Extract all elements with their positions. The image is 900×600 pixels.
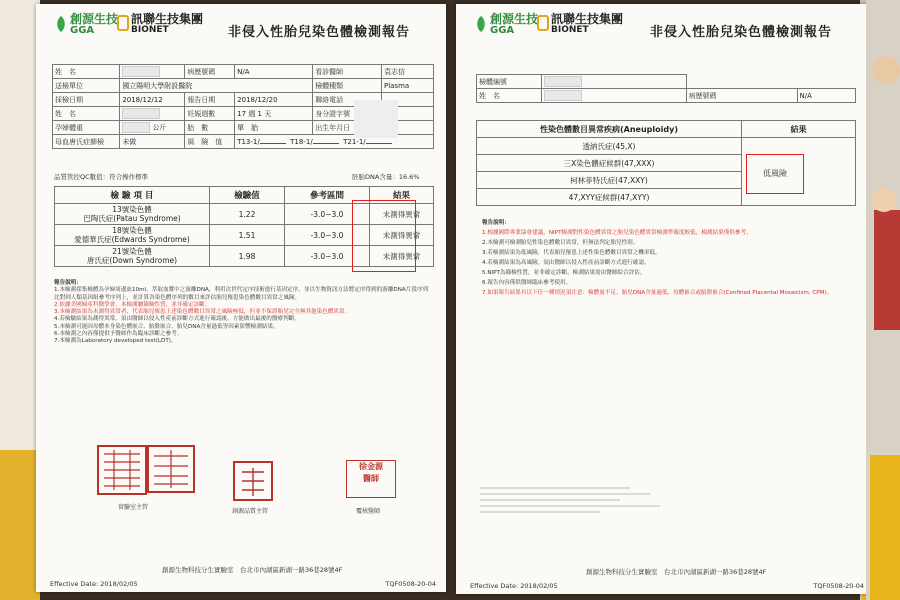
row-ref: -3.0~3.0 [285, 204, 370, 225]
maternal-screen-label: 母血唐氏症篩檢 [53, 135, 120, 149]
gestation-value: 17 週 1 天 [235, 107, 313, 121]
footer-effective-date: Effective Date: 2018/02/05 [50, 580, 138, 588]
sample-type-value: Plasma [381, 79, 433, 93]
chart-label: 病歷號碼 [686, 89, 797, 103]
notes-title: 報告說明： [482, 220, 510, 226]
row-ref: -3.0~3.0 [285, 246, 370, 267]
gga-logo: 創源生技 GGA [70, 12, 119, 36]
risk-t18: T18-1/ [290, 137, 313, 146]
bionet-logo: 訊聯生技集團 BIONET [551, 12, 624, 35]
note-item: 1.根據國際專業協會建議，NIPT檢測對性染色體異常之胎兒染色體異常檢測準確度較低，檢測結果僅供參考。 [482, 230, 752, 236]
birthdate-label: 出生年月日 [313, 121, 382, 135]
row-result: 未測得異常 [370, 225, 434, 246]
row-item: 21號染色體 唐氏症(Down Syndrome) [55, 246, 210, 267]
bionet-icon [117, 15, 129, 31]
header-ref: 參考區間 [285, 187, 370, 204]
note-item: 3.本檢測結果為未測得異常者，代表胎兒罹患上述染色體數目異常之風險極低，但並不保證胎兒完全無其他染色體異常。 [54, 309, 351, 316]
gga-leaf-icon [54, 14, 68, 34]
report-page-1 [36, 4, 446, 592]
maternal-screen-value: 未做 [120, 135, 185, 149]
note-item: 7.如果報告結果有以下任一種情況須注意：檢體量不足、胎兒DNA含量過低、母體嵌合或胎盤嵌合(Confined Placental Mosaicism, CPM)。 [482, 290, 833, 296]
note-item: 4.若檢驗結果為測得異常，須由醫師以侵入性產前診斷方式進行確認後，方能做出最後的醫療判斷。 [54, 316, 300, 323]
collect-date-label: 採檢日期 [53, 93, 120, 107]
chart-label: 病歷號碼 [185, 65, 235, 79]
note-item: 5.本檢測可能因母體本身染色體嵌合、胎盤嵌合、胎兒DNA含量過低等因素影響檢測結果。 [54, 323, 279, 330]
hospital-label: 送檢單位 [53, 79, 120, 93]
notes-title: 報告說明： [54, 280, 82, 286]
note-item: 7.本檢測為Laboratory developed test(LDT)。 [54, 338, 177, 345]
sample-info-table [476, 74, 856, 103]
page-header [36, 4, 446, 44]
aneuploidy-header: 性染色體數目異常疾病(Aneuploidy) [477, 121, 742, 138]
chart-value: N/A [797, 89, 855, 103]
references-block [480, 484, 680, 518]
report-notes [54, 280, 432, 346]
weight-unit: 公斤 [152, 123, 167, 132]
row-ref: -3.0~3.0 [285, 225, 370, 246]
name-label: 姓 名 [477, 89, 542, 103]
gga-logo: 創源生技 GGA [490, 12, 539, 36]
doctor-sig-label: 覆核醫師 [356, 508, 381, 515]
page-header [456, 4, 874, 44]
gestation-label: 妊娠週數 [185, 107, 235, 121]
row-value: 1.51 [210, 225, 285, 246]
note-item: 2.依據美國婦產科醫學會，本檢測屬篩檢性質，並非確定診斷。 [54, 301, 211, 308]
note-item: 4.若檢測結果為高風險，須由醫師以侵入性產前診斷方式進行確認。 [482, 260, 650, 266]
report-date-label: 報告日期 [185, 93, 235, 107]
collect-date-value: 2018/12/12 [120, 93, 185, 107]
row-item: 三X染色體症候群(47,XXX) [477, 155, 742, 172]
background-folder-left [0, 450, 40, 600]
contact-label: 聯絡電話 [313, 93, 382, 107]
report-notes [482, 218, 852, 298]
risk-label: 風 險 值 [185, 135, 235, 149]
director-sig-label: 實驗室主管 [118, 504, 149, 511]
header-item: 檢 驗 項 目 [55, 187, 210, 204]
report-title: 非侵入性胎兒染色體檢測報告 [650, 25, 833, 40]
name2-label: 姓 名 [53, 107, 120, 121]
hospital-value: 國立陽明大學附設醫院 [120, 79, 313, 93]
row-item: 柯林菲特氏症(47,XXY) [477, 172, 742, 189]
footer-lab-address: 創源生物科技分生實驗室 台北市內湖區新湖一路36巷28號4F [586, 568, 767, 576]
references-lines [480, 484, 680, 518]
fetus-value: 單 胎 [235, 121, 313, 135]
note-item: 2.本檢測可檢測胎兒性染色體數目異常，但無法判定胎兒性別。 [482, 240, 639, 246]
weight-value [120, 121, 185, 135]
chart-value: N/A [235, 65, 313, 79]
doctor-label: 看診醫師 [313, 65, 382, 79]
note-item: 5.NIPT為篩檢性質，並非確定診斷，檢測結果需由醫師綜合評估。 [482, 270, 646, 276]
note-item: 6.報告內容僅供醫師臨床參考使用。 [482, 280, 572, 286]
row-item: 透納氏症(45,X) [477, 138, 742, 155]
lab-seal-stamp [146, 444, 196, 494]
note-item: 6.本檢測之內容僅提供予醫師作為臨床診斷之參考。 [54, 331, 183, 338]
result-header: 結果 [742, 121, 856, 138]
quality-sig-label: 創源品質主管 [232, 508, 269, 515]
footer-form-code: TQF0508-20-04 [813, 582, 864, 590]
table-row [477, 138, 856, 155]
quality-seal-stamp [232, 460, 274, 502]
risk-t21: T21-1/ [343, 137, 366, 146]
name-value-redacted [120, 65, 185, 79]
sample-type-label: 檢體種類 [313, 79, 382, 93]
row-item: 18號染色體 愛德華氏症(Edwards Syndrome) [55, 225, 210, 246]
low-risk-result: 低風險 [746, 154, 804, 194]
row-value: 1.98 [210, 246, 285, 267]
report-title: 非侵入性胎兒染色體檢測報告 [228, 25, 411, 40]
footer-form-code: TQF0508-20-04 [385, 580, 436, 588]
bionet-logo: 訊聯生技集團 BIONET [131, 12, 204, 35]
footer-lab-address: 創源生物科技分生實驗室 台北市內湖區新湖一路36巷28號4F [162, 566, 343, 574]
row-result: 未測得異常 [370, 246, 434, 267]
risk-t13: T13-1/ [237, 137, 260, 146]
weight-label: 孕婦體重 [53, 121, 120, 135]
risk-values [235, 135, 434, 149]
header-value: 檢驗值 [210, 187, 285, 204]
id-label: 身分證字號 [313, 107, 382, 121]
row-value: 1.22 [210, 204, 285, 225]
report-page-2 [456, 4, 874, 594]
director-seal-stamp [96, 444, 148, 496]
report-date-value: 2018/12/20 [235, 93, 313, 107]
row-item: 13號染色體 巴陶氏症(Patau Syndrome) [55, 204, 210, 225]
qc-text: 品質管控QC數值：符合操作標準 [54, 173, 149, 181]
result-highlight-box [352, 200, 416, 272]
header-result: 結果 [370, 187, 434, 204]
footer-effective-date: Effective Date: 2018/02/05 [470, 582, 558, 590]
note-item: 1.本檢測採集檢體為孕婦周邊血10ml，萃取血漿中之游離DNA，利用次世代定序技術進行基因定序，並以生物資訊方法將定序得到的游離DNA片段序列比對到人類基因組參考序列上，並計算各染色體序列的數目來評估胎兒罹患染色體數目異常之風險。 [54, 287, 429, 301]
background-photo [866, 0, 900, 600]
row-result: 未測得異常 [370, 204, 434, 225]
bionet-icon [537, 15, 549, 31]
fetal-dna-text: 胚胎DNA含量：16.6% [352, 173, 420, 181]
name-value-redacted [542, 89, 687, 103]
sample-id-label: 檢體編號 [477, 75, 542, 89]
name-label: 姓 名 [53, 65, 120, 79]
sample-id-redacted [542, 75, 687, 89]
doctor-value: 袁志信 [381, 65, 433, 79]
redaction-block [354, 100, 398, 138]
note-item: 3.若檢測結果為低風險，代表胎兒罹患上述性染色體數目異常之機率低。 [482, 250, 661, 256]
name2-value-redacted [120, 107, 185, 121]
row-item: 47,XYY症候群(47,XYY) [477, 189, 742, 206]
fetus-label: 胎 數 [185, 121, 235, 135]
doctor-stamp: 徐金源 醫師 [346, 460, 396, 498]
gga-leaf-icon [474, 14, 488, 34]
